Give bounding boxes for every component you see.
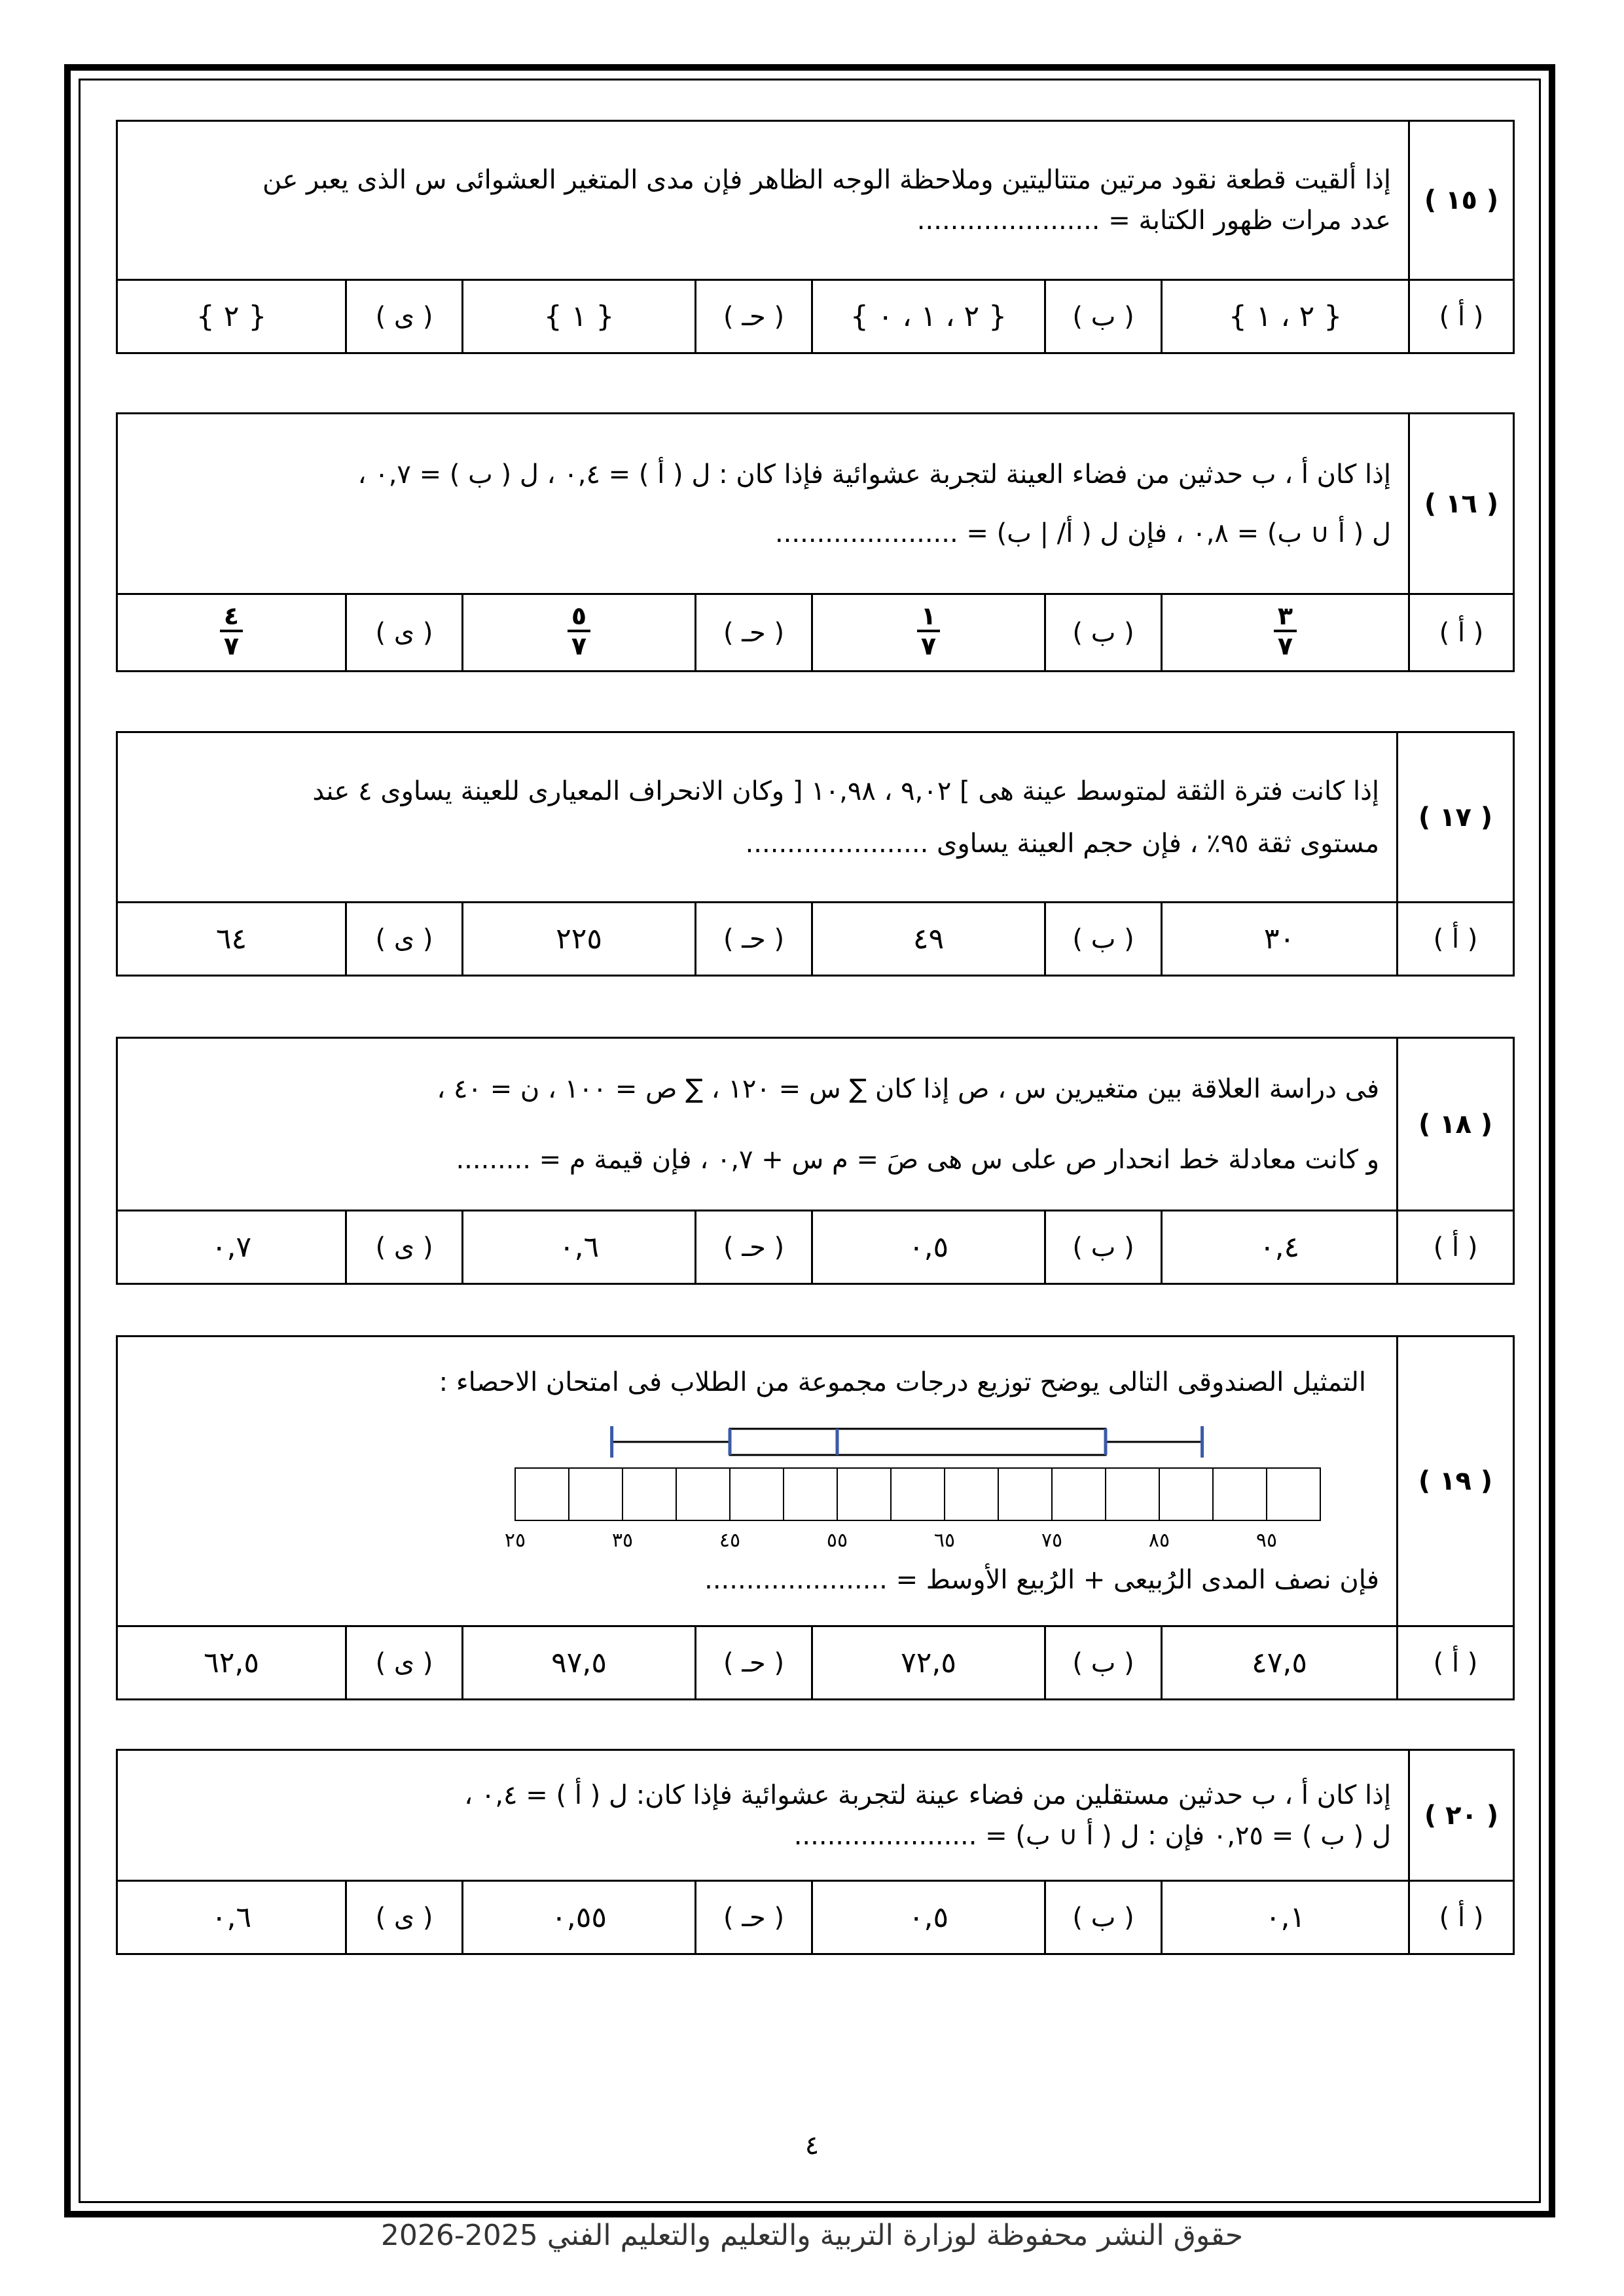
option-d-label: ( ى )	[346, 280, 463, 353]
question-number: ( ١٧ )	[1398, 732, 1514, 903]
stem-line: ل ( أ ∪ ب) = ٠,٨ ، فإن ل ( أ/ | ب) = ......................	[774, 518, 1392, 548]
option-c-value[interactable]: ٢٢٥	[463, 903, 696, 976]
option-b-label: ( ب )	[1045, 1626, 1162, 1700]
option-d-label: ( ى )	[346, 594, 463, 672]
fraction: $\frac{٤}{٧}$	[220, 603, 243, 658]
question-15	[116, 120, 1515, 354]
tick-label: ٥٥	[826, 1529, 848, 1552]
page-number: ٤	[804, 2130, 820, 2161]
question-stem	[117, 414, 1409, 594]
option-c-label: ( حـ )	[696, 1881, 812, 1954]
option-b-value[interactable]: ٧٢,٥	[812, 1626, 1045, 1700]
option-d-label: ( ى )	[346, 903, 463, 976]
box-plot-svg	[496, 1409, 1379, 1553]
option-a-label: ( أ )	[1398, 1626, 1514, 1700]
question-number: ( ١٩ )	[1398, 1336, 1514, 1626]
option-b-value[interactable]: ٠,٥	[812, 1211, 1045, 1284]
option-c-label: ( حـ )	[696, 903, 812, 976]
copyright-footer: حقوق النشر محفوظة لوزارة التربية والتعليم والتعليم الفني 2025-2026	[380, 2219, 1244, 2252]
stem-line: مستوى ثقة ٩٥٪ ، فإن حجم العينة يساوى ......................	[745, 828, 1380, 859]
option-b-label: ( ب )	[1045, 594, 1162, 672]
stem-line: إذا كان أ ، ب حدثين مستقلين من فضاء عينة لتجربة عشوائية فإذا كان: ل ( أ ) = ٠,٤ ،	[464, 1780, 1392, 1810]
question-number: ( ١٦ )	[1409, 414, 1514, 594]
stem-line: فى دراسة العلاقة بين متغيرين س ، ص إذا كان ∑ س = ١٢٠ ، ∑ ص = ١٠٠ ، ن = ٤٠ ،	[437, 1073, 1380, 1104]
option-b-label: ( ب )	[1045, 903, 1162, 976]
tick-label: ٧٥	[1041, 1529, 1063, 1552]
option-d-label: ( ى )	[346, 1211, 463, 1284]
option-c-value[interactable]: ٠,٥٥	[463, 1881, 696, 1954]
tick-label: ٨٥	[1148, 1529, 1170, 1552]
option-a-label: ( أ )	[1398, 903, 1514, 976]
option-c-value[interactable]: ٩٧,٥	[463, 1626, 696, 1700]
fraction: $\frac{١}{٧}$	[917, 603, 940, 658]
option-c-label: ( حـ )	[696, 1211, 812, 1284]
stem-line: فإن نصف المدى الرُبيعى + الرُبيع الأوسط = ......................	[704, 1565, 1380, 1595]
option-a-value[interactable]: ٠,٤	[1162, 1211, 1398, 1284]
option-b-label: ( ب )	[1045, 1211, 1162, 1284]
tick-label: ٢٥	[504, 1529, 526, 1552]
option-c-label: ( حـ )	[696, 1626, 812, 1700]
option-d-value[interactable]: ٠,٧	[117, 1211, 346, 1284]
option-c-value[interactable]	[463, 594, 696, 672]
option-a-value[interactable]: ٣٠	[1162, 903, 1398, 976]
option-d-label: ( ى )	[346, 1626, 463, 1700]
tick-label: ٤٥	[719, 1529, 741, 1552]
option-d-value[interactable]: { ٢ }	[117, 280, 346, 353]
fraction: $\frac{٥}{٧}$	[568, 603, 590, 658]
tick-label: ٩٥	[1255, 1529, 1278, 1552]
question-17	[116, 731, 1515, 977]
question-19	[116, 1335, 1515, 1700]
stem-line: إذا كان أ ، ب حدثين من فضاء العينة لتجربة عشوائية فإذا كان : ل ( أ ) = ٠,٤ ، ل ( ب ) = ٠,٧ ،	[357, 459, 1392, 490]
option-a-label: ( أ )	[1409, 1881, 1514, 1954]
option-b-value[interactable]: { ٢ ، ١ ، ٠ }	[812, 280, 1045, 353]
grid-frame	[515, 1468, 1320, 1520]
option-a-label: ( أ )	[1409, 280, 1514, 353]
tick-label: ٦٥	[933, 1529, 956, 1552]
option-b-value[interactable]: ٤٩	[812, 903, 1045, 976]
box-iqr	[730, 1429, 1106, 1455]
option-b-value[interactable]: ٠,٥	[812, 1881, 1045, 1954]
question-20	[116, 1749, 1515, 1955]
option-d-value[interactable]: ٦٤	[117, 903, 346, 976]
option-d-value[interactable]	[117, 594, 346, 672]
stem-line: و كانت معادلة خط انحدار ص على س هى صَ = م س + ٠,٧ ، فإن قيمة م = .........	[456, 1144, 1380, 1175]
question-stem	[117, 1038, 1398, 1211]
option-c-label: ( حـ )	[696, 594, 812, 672]
stem-line: ل ( ب ) = ٠,٢٥ فإن : ل ( أ ∪ ب) = ......................	[793, 1820, 1392, 1851]
option-c-value[interactable]: ٠,٦	[463, 1211, 696, 1284]
option-a-label: ( أ )	[1398, 1211, 1514, 1284]
option-a-value[interactable]: ٠,١	[1162, 1881, 1409, 1954]
question-number: ( ١٥ )	[1409, 121, 1514, 280]
option-b-label: ( ب )	[1045, 280, 1162, 353]
option-a-label: ( أ )	[1409, 594, 1514, 672]
question-number: ( ١٨ )	[1398, 1038, 1514, 1211]
fraction: $\frac{٣}{٧}$	[1274, 603, 1297, 658]
option-a-value[interactable]: ٤٧,٥	[1162, 1626, 1398, 1700]
question-stem	[117, 1750, 1409, 1881]
option-b-value[interactable]	[812, 594, 1045, 672]
option-c-label: ( حـ )	[696, 280, 812, 353]
option-b-label: ( ب )	[1045, 1881, 1162, 1954]
question-stem	[117, 1336, 1398, 1626]
option-d-value[interactable]: ٠,٦	[117, 1881, 346, 1954]
option-d-label: ( ى )	[346, 1881, 463, 1954]
question-16	[116, 412, 1515, 672]
stem-line: عدد مرات ظهور الكتابة = ......................	[916, 206, 1392, 236]
option-c-value[interactable]: { ١ }	[463, 280, 696, 353]
option-d-value[interactable]: ٦٢,٥	[117, 1626, 346, 1700]
stem-line: إذا كانت فترة الثقة لمتوسط عينة هى ] ٩,٠٢ ، ١٠,٩٨ [ وكان الانحراف المعيارى للعينة يساوى ٤ عند	[312, 776, 1380, 806]
stem-line: التمثيل الصندوقى التالى يوضح توزيع درجات مجموعة من الطلاب فى امتحان الاحصاء :	[439, 1367, 1367, 1397]
box-plot	[496, 1409, 1379, 1553]
option-a-value[interactable]: { ٢ ، ١ }	[1162, 280, 1409, 353]
option-a-value[interactable]	[1162, 594, 1409, 672]
stem-line: إذا ألقيت قطعة نقود مرتين متتاليتين وملاحظة الوجه الظاهر فإن مدى المتغير العشوائى س الذى يعبر عن	[262, 165, 1392, 195]
question-stem	[117, 732, 1398, 903]
tick-label: ٣٥	[611, 1529, 634, 1552]
question-number: ( ٢٠ )	[1409, 1750, 1514, 1881]
question-stem	[117, 121, 1409, 280]
question-18	[116, 1037, 1515, 1285]
